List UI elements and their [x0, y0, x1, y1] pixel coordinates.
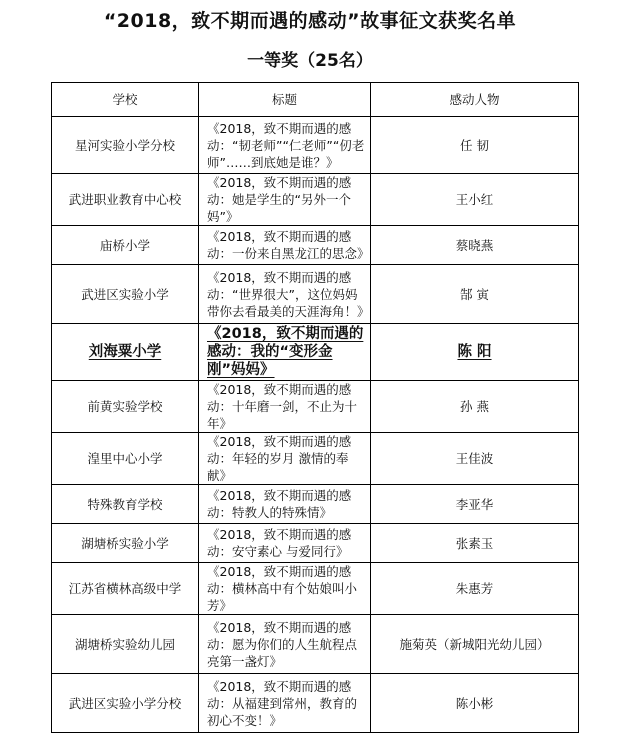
person-cell: 任 韧 [371, 117, 579, 174]
table-row [52, 117, 579, 174]
school-cell: 刘海粟小学 [52, 324, 199, 381]
table-row-highlighted [52, 324, 579, 381]
school-cell: 前黄实验学校 [52, 381, 199, 433]
person-cell: 朱惠芳 [371, 563, 579, 615]
table-row [52, 563, 579, 615]
title-cell: 《2018，致不期而遇的感动：特教人的特殊情》 [199, 485, 371, 524]
header-title: 标题 [199, 83, 371, 117]
table-row [52, 265, 579, 324]
table-row [52, 674, 579, 733]
school-cell: 湖塘桥实验幼儿园 [52, 615, 199, 674]
title-cell: 《2018，致不期而遇的感动：十年磨一剑，不止为十年》 [199, 381, 371, 433]
header-school: 学校 [52, 83, 199, 117]
person-cell: 王小红 [371, 174, 579, 226]
school-cell: 武进职业教育中心校 [52, 174, 199, 226]
title-cell: 《2018，致不期而遇的感动：愿为你们的人生航程点亮第一盏灯》 [199, 615, 371, 674]
person-cell: 王佳波 [371, 433, 579, 485]
title-cell: 《2018，致不期而遇的感动：“韧老师”“仁老师”“仞老师”……到底她是谁？》 [199, 117, 371, 174]
table-row [52, 433, 579, 485]
header-person: 感动人物 [371, 83, 579, 117]
school-cell: 星河实验小学分校 [52, 117, 199, 174]
title-cell: 《2018，致不期而遇的感动：横林高中有个姑娘叫小芳》 [199, 563, 371, 615]
title-cell: 《2018，致不期而遇的感动：年轻的岁月 激情的奉献》 [199, 433, 371, 485]
school-cell: 湖塘桥实验小学 [52, 524, 199, 563]
title-cell: 《2018，致不期而遇的感动：她是学生的“另外一个妈”》 [199, 174, 371, 226]
person-cell: 张素玉 [371, 524, 579, 563]
person-cell: 孙 燕 [371, 381, 579, 433]
person-cell: 李亚华 [371, 485, 579, 524]
award-table [51, 82, 579, 733]
person-cell: 陈 阳 [371, 324, 579, 381]
person-cell: 施菊英（新城阳光幼儿园） [371, 615, 579, 674]
award-level-heading: 一等奖（25名） [247, 51, 373, 71]
table-row [52, 381, 579, 433]
person-cell: 陈小彬 [371, 674, 579, 733]
person-cell: 郜 寅 [371, 265, 579, 324]
school-cell: 武进区实验小学 [52, 265, 199, 324]
table-row [52, 524, 579, 563]
school-cell: 湟里中心小学 [52, 433, 199, 485]
school-cell: 武进区实验小学分校 [52, 674, 199, 733]
title-cell: 《2018，致不期而遇的感动：“世界很大”，这位妈妈带你去看最美的天涯海角！》 [199, 265, 371, 324]
table-row [52, 615, 579, 674]
table-row [52, 174, 579, 226]
person-cell: 蔡晓燕 [371, 226, 579, 265]
title-cell: 《2018，致不期而遇的感动：从福建到常州，教育的初心不变！》 [199, 674, 371, 733]
title-cell: 《2018，致不期而遇的感动：一份来自黑龙江的思念》 [199, 226, 371, 265]
table-row [52, 226, 579, 265]
title-cell: 《2018，致不期而遇的感动：我的“变形金刚”妈妈》 [199, 324, 371, 381]
table-header-row [52, 83, 579, 117]
school-cell: 特殊教育学校 [52, 485, 199, 524]
page-title: “2018，致不期而遇的感动”故事征文获奖名单 [103, 10, 517, 32]
table-row [52, 485, 579, 524]
school-cell: 江苏省横林高级中学 [52, 563, 199, 615]
title-cell: 《2018，致不期而遇的感动：安守素心 与爱同行》 [199, 524, 371, 563]
school-cell: 庙桥小学 [52, 226, 199, 265]
